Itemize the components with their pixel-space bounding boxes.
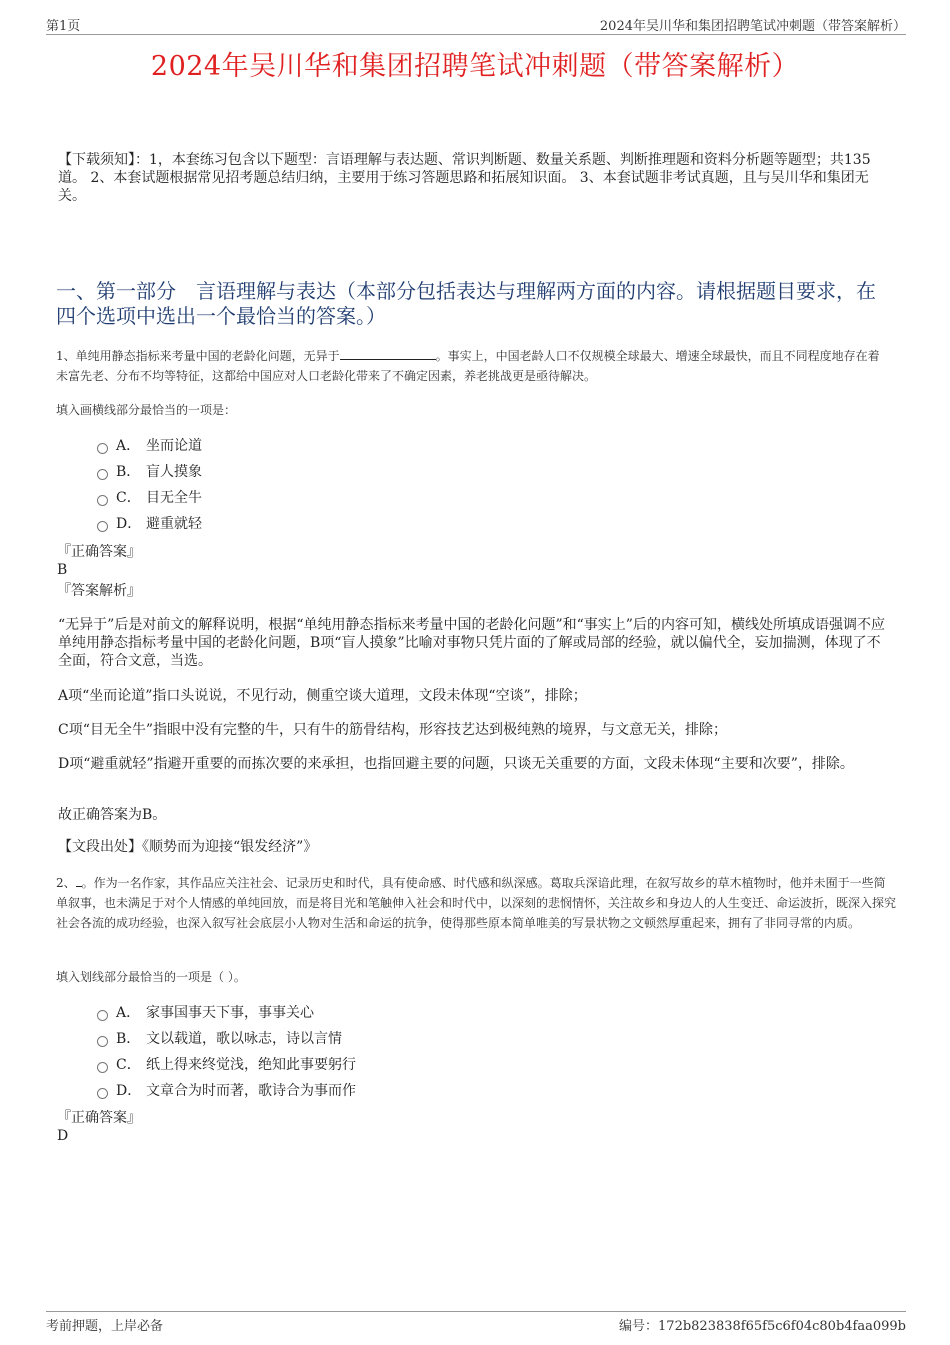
question-1-answer: B bbox=[57, 562, 68, 578]
question-1-text-after: 。事实上，中国老龄人口不仅规模全球最大、增速全球最快，而且不同程度地存在着未富先老、分布不均等特征，这都给中国应对人口老龄化带来了不确定因素，养老挑战更是亟待解决。 bbox=[56, 349, 880, 383]
question-2-stem bbox=[56, 873, 896, 933]
question-2-answer: D bbox=[57, 1128, 69, 1144]
header-rule bbox=[46, 34, 906, 35]
radio-icon[interactable] bbox=[97, 521, 108, 532]
question-1-prompt: 填入画横线部分最恰当的一项是： bbox=[56, 403, 237, 417]
option-text: 目无全牛 bbox=[146, 490, 202, 506]
question-1-option-c[interactable] bbox=[97, 489, 202, 507]
document-title: 2024年吴川华和集团招聘笔试冲刺题（带答案解析） bbox=[150, 51, 800, 82]
question-1-option-b[interactable] bbox=[97, 463, 202, 481]
option-text: 坐而论道 bbox=[146, 438, 202, 454]
option-text: 盲人摸象 bbox=[146, 464, 202, 480]
question-2-option-b[interactable] bbox=[97, 1030, 342, 1048]
option-letter: D． bbox=[116, 1083, 142, 1099]
download-notice: 【下载须知】：1，本套练习包含以下题型：言语理解与表达题、常识判断题、数量关系题、判断推理题和资料分析题等题型；共135道。 2、本套试题根据常见招考题总结归纳，主要用于练习答题思路和拓展知识面。 3、本套试题非考试真题，且与吴川华和集团无关。 bbox=[58, 152, 871, 204]
question-1-analysis-paragraph: 故正确答案为B。 bbox=[58, 807, 167, 823]
question-2-prompt: 填入划线部分最恰当的一项是（ ）。 bbox=[56, 970, 246, 984]
question-1-analysis-paragraph: D项“避重就轻”指避开重要的而拣次要的来承担，也指回避主要的问题，只谈无关重要的方面，文段未体现“主要和次要”，排除。 bbox=[58, 756, 854, 772]
question-1-blank bbox=[340, 347, 436, 360]
radio-icon[interactable] bbox=[97, 1088, 108, 1099]
option-text: 文以载道，歌以咏志，诗以言情 bbox=[146, 1031, 342, 1047]
footer-slogan: 考前押题，上岸必备 bbox=[46, 1319, 164, 1334]
question-2-option-d[interactable] bbox=[97, 1082, 356, 1100]
radio-icon[interactable] bbox=[97, 1010, 108, 1021]
question-2-text-before: 2、 bbox=[56, 876, 76, 890]
question-1-answer-label: 『正确答案』 bbox=[57, 544, 141, 560]
question-1-source: 【文段出处】《顺势而为迎接“银发经济”》 bbox=[58, 839, 318, 855]
question-1-option-d[interactable] bbox=[97, 515, 202, 533]
question-2-text-after: 。作为一名作家，其作品应关注社会、记录历史和时代，具有使命感、时代感和纵深感。葛取兵深谙此理，在叙写故乡的草木植物时，他并未囿于一些简单叙事，也未满足于对个人情感的单纯回放，而是将目光和笔触伸入社会和时代中，以深刻的悲悯情怀，关注故乡和身边人的人生变迁、命运波折，既深入探究社会各流的成功经验，也深入叙写社会底层小人物对生活和命运的抗争，使得那些原本简单唯美的写景状物之文顿然厚重起来，拥有了非同寻常的内质。 bbox=[56, 876, 897, 930]
radio-icon[interactable] bbox=[97, 469, 108, 480]
option-letter: C． bbox=[116, 1057, 141, 1073]
option-letter: B． bbox=[116, 464, 141, 480]
question-1-analysis-paragraph: “无异于”后是对前文的解释说明，根据“单纯用静态指标来考量中国的老龄化问题”和“事实上”后的内容可知，横线处所填成语强调不应单纯用静态指标考量中国的老龄化问题，B项“盲人摸象”比喻对事物只凭片面的了解或局部的经验，就以偏代全，妄加揣测，体现了不全面，符合文意，当选。 bbox=[58, 617, 885, 669]
option-letter: A． bbox=[116, 438, 141, 454]
option-letter: A． bbox=[116, 1005, 141, 1021]
option-letter: C． bbox=[116, 490, 141, 506]
question-1-analysis-label: 『答案解析』 bbox=[57, 583, 141, 599]
option-text: 文章合为时而著，歌诗合为事而作 bbox=[146, 1083, 356, 1099]
radio-icon[interactable] bbox=[97, 443, 108, 454]
option-letter: D． bbox=[116, 516, 142, 532]
radio-icon[interactable] bbox=[97, 1036, 108, 1047]
question-1-analysis-paragraph: C项“目无全牛”指眼中没有完整的牛，只有牛的筋骨结构，形容技艺达到极纯熟的境界，与文意无关，排除； bbox=[58, 722, 728, 738]
question-2-answer-label: 『正确答案』 bbox=[57, 1110, 141, 1126]
question-2-option-c[interactable] bbox=[97, 1056, 356, 1074]
question-1-analysis-paragraph: A项“坐而论道”指口头说说，不见行动，侧重空谈大道理，文段未体现“空谈”，排除； bbox=[58, 688, 587, 704]
radio-icon[interactable] bbox=[97, 1062, 108, 1073]
header-doc-title: 2024年吴川华和集团招聘笔试冲刺题（带答案解析） bbox=[599, 19, 906, 34]
option-text: 家事国事天下事，事事关心 bbox=[146, 1005, 314, 1021]
question-1-text-before: 1、单纯用静态指标来考量中国的老龄化问题，无异于 bbox=[56, 349, 340, 363]
footer-doc-id: 编号：172b823838f65f5c6f04c80b4faa099b bbox=[619, 1319, 906, 1334]
footer-rule bbox=[46, 1311, 906, 1312]
page-number: 第1页 bbox=[46, 19, 81, 34]
option-text: 纸上得来终觉浅，绝知此事要躬行 bbox=[146, 1057, 356, 1073]
question-1-stem bbox=[56, 346, 890, 386]
question-2-option-a[interactable] bbox=[97, 1004, 314, 1022]
option-text: 避重就轻 bbox=[146, 516, 202, 532]
question-1-option-a[interactable] bbox=[97, 437, 202, 455]
radio-icon[interactable] bbox=[97, 495, 108, 506]
option-letter: B． bbox=[116, 1031, 141, 1047]
section-title: 一、第一部分 言语理解与表达（本部分包括表达与理解两方面的内容。请根据题目要求，在四个选项中选出一个最恰当的答案。） bbox=[56, 279, 876, 328]
